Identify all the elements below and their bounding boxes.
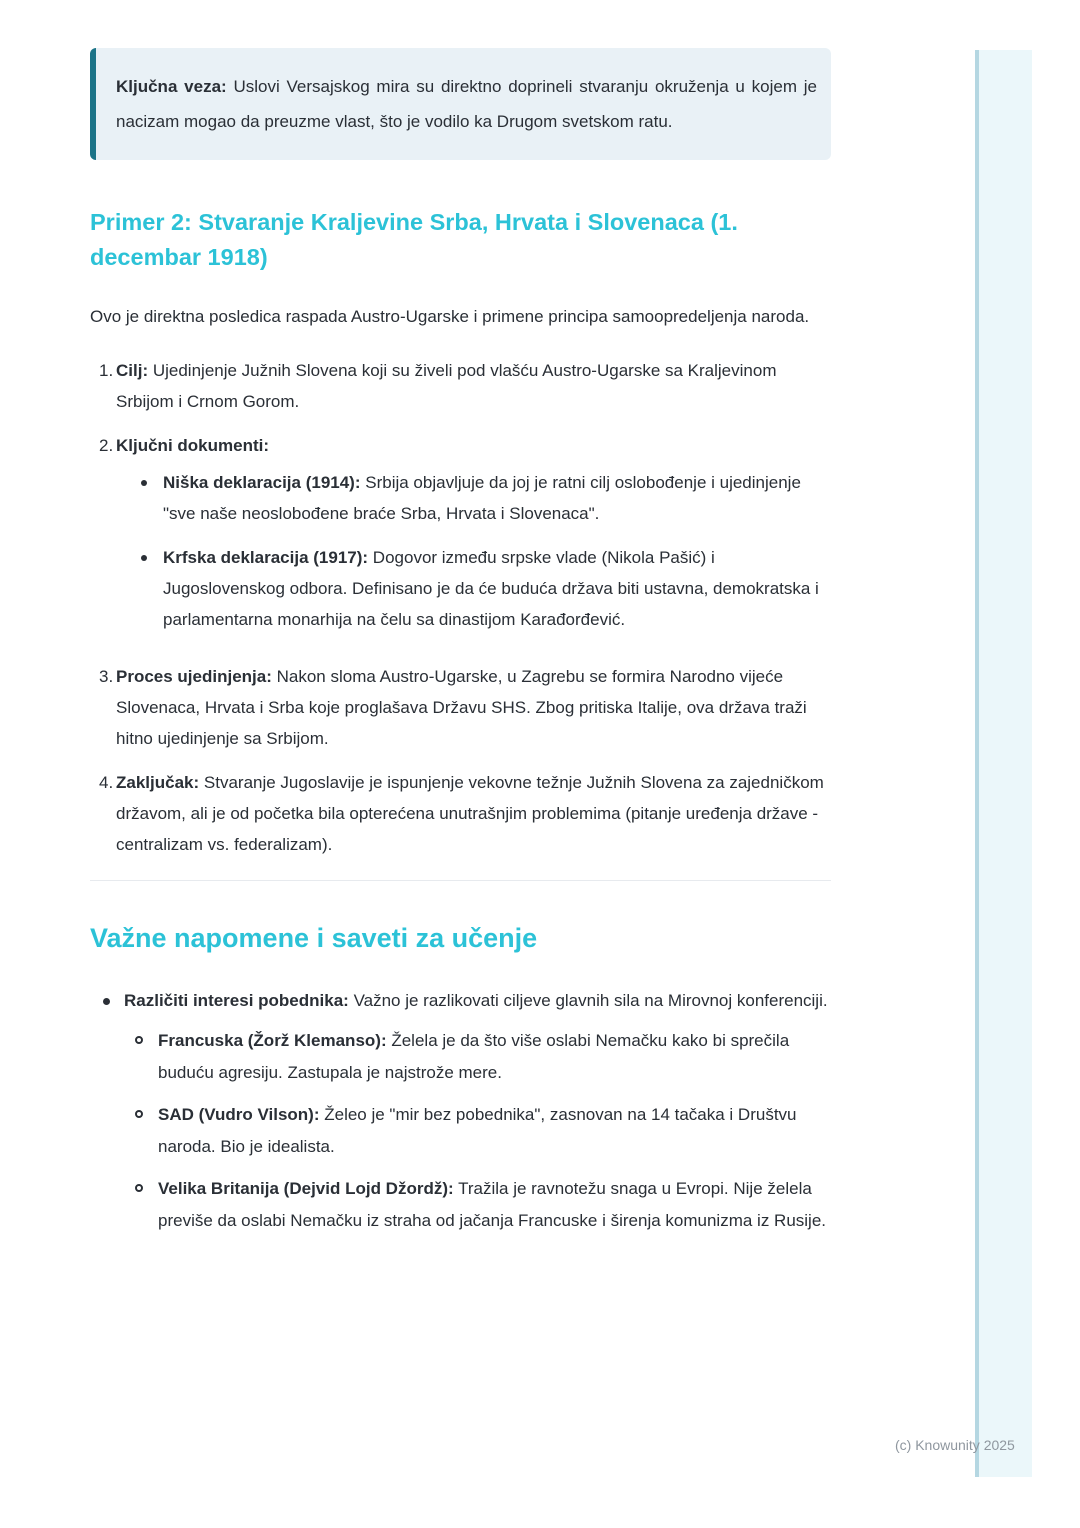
list-item-proces-ujedinjenja	[90, 661, 831, 754]
sub-item-krfska-deklaracija	[116, 542, 831, 635]
section-divider	[90, 880, 831, 881]
list-item-zakljucak	[90, 767, 831, 860]
bullet-circle-icon	[135, 1025, 158, 1089]
list-number: 3.	[99, 667, 114, 686]
list-item-body: Stvaranje Jugoslavije je ispunjenje vekovne težnje Južnih Slovena za zajedničkom državom, ali je od početka bila opterećena unutrašnjim problemima (pitanje uređenja države - centralizam vs. federalizam).	[116, 773, 824, 854]
document-content	[90, 0, 831, 1247]
sub-item-francuska	[124, 1025, 831, 1089]
list-item-text	[116, 355, 831, 417]
list-number: 2.	[99, 436, 114, 455]
copyright-watermark: (c) Knowunity 2025	[895, 1437, 1015, 1453]
list-item-lead: Zaključak:	[116, 773, 200, 792]
list-item-lead: Različiti interesi pobednika:	[124, 991, 349, 1010]
callout-body: Uslovi Versajskog mira su direktno doprineli stvaranju okruženja u kojem je nacizam mogao da preuzme vlast, što je vodilo ka Drugom svetskom ratu.	[116, 77, 817, 131]
sub-item-lead: SAD (Vudro Vilson):	[158, 1105, 320, 1124]
list-item-text	[116, 661, 831, 754]
sub-item-body: Želeo je "mir bez pobednika", zasnovan na 14 tačaka i Društvu naroda. Bio je idealista.	[158, 1105, 797, 1156]
sub-item-niska-deklaracija	[116, 467, 831, 529]
list-item-text	[116, 767, 831, 860]
list-item-body: Nakon sloma Austro-Ugarske, u Zagrebu se formira Narodno vijeće Slovenaca, Hrvata i Srba koje proglašava Državu SHS. Zbog pritiska Italije, ova država traži hitno ujedinjenje sa Srbijom.	[116, 667, 807, 748]
bullet-dot-icon	[141, 467, 163, 529]
bullet-sublist	[116, 467, 831, 635]
list-number: 1.	[99, 361, 114, 380]
list-item-lead: Ključni dokumenti:	[116, 436, 269, 455]
key-link-callout	[90, 48, 831, 160]
section-heading-vazne-napomene: Važne napomene i saveti za učenje	[90, 923, 538, 953]
list-item-kljucni-dokumenti	[90, 430, 831, 648]
sub-item-lead: Velika Britanija (Dejvid Lojd Džordž):	[158, 1179, 454, 1198]
sub-item-text	[158, 1173, 831, 1237]
numbered-list	[90, 355, 831, 860]
callout-text	[116, 69, 817, 139]
callout-lead: Ključna veza:	[116, 77, 227, 96]
sub-item-text	[158, 1025, 831, 1089]
circle-sublist	[124, 1025, 831, 1237]
list-item-razliciti-interesi	[90, 985, 831, 1247]
bullet-dot-icon	[141, 542, 163, 635]
sub-item-body: Dogovor između srpske vlade (Nikola Pašić) i Jugoslovenskog odbora. Definisano je da će buduća država biti ustavna, demokratska i parlamentarna monarhija na čelu sa dinastijom Karađorđević.	[163, 548, 819, 629]
list-number: 4.	[99, 773, 114, 792]
right-margin-strip	[975, 50, 1032, 1477]
list-item-lead: Cilj:	[116, 361, 149, 380]
sub-item-velika-britanija	[124, 1173, 831, 1237]
sub-item-body: Želela je da što više oslabi Nemačku kako bi sprečila buduću agresiju. Zastupala je najstrože mere.	[158, 1031, 790, 1082]
list-item-body: Važno je razlikovati ciljeve glavnih sila na Mirovnoj konferenciji.	[353, 991, 828, 1010]
sub-item-text	[163, 542, 831, 635]
intro-paragraph: Ovo je direktna posledica raspada Austro-Ugarske i primene principa samoopredeljenja naroda.	[90, 307, 810, 326]
list-item-lead: Proces ujedinjenja:	[116, 667, 272, 686]
list-item-text	[116, 430, 831, 648]
list-item-cilj	[90, 355, 831, 417]
section-heading-primer2: Primer 2: Stvaranje Kraljevine Srba, Hrvata i Slovenaca (1. decembar 1918)	[90, 209, 738, 270]
list-item-body: Ujedinjenje Južnih Slovena koji su živeli pod vlašću Austro-Ugarske sa Kraljevinom Srbijom i Crnom Gorom.	[116, 361, 777, 411]
bullet-list	[90, 985, 831, 1247]
sub-item-lead: Niška deklaracija (1914):	[163, 473, 361, 492]
sub-item-text	[163, 467, 831, 529]
sub-item-text	[158, 1099, 831, 1163]
sub-item-body: Tražila je ravnotežu snaga u Evropi. Nije želela previše da oslabi Nemačku iz straha od jačanja Francuske i širenja komunizma iz Rusije.	[158, 1179, 827, 1230]
list-item-text	[124, 985, 831, 1247]
sub-item-lead: Francuska (Žorž Klemanso):	[158, 1031, 387, 1050]
bullet-dot-icon	[103, 985, 124, 1247]
sub-item-lead: Krfska deklaracija (1917):	[163, 548, 369, 567]
bullet-circle-icon	[135, 1173, 158, 1237]
sub-item-sad	[124, 1099, 831, 1163]
sub-item-body: Srbija objavljuje da joj je ratni cilj oslobođenje i ujedinjenje "sve naše neoslobođene braće Srba, Hrvata i Slovenaca".	[163, 473, 801, 523]
bullet-circle-icon	[135, 1099, 158, 1163]
